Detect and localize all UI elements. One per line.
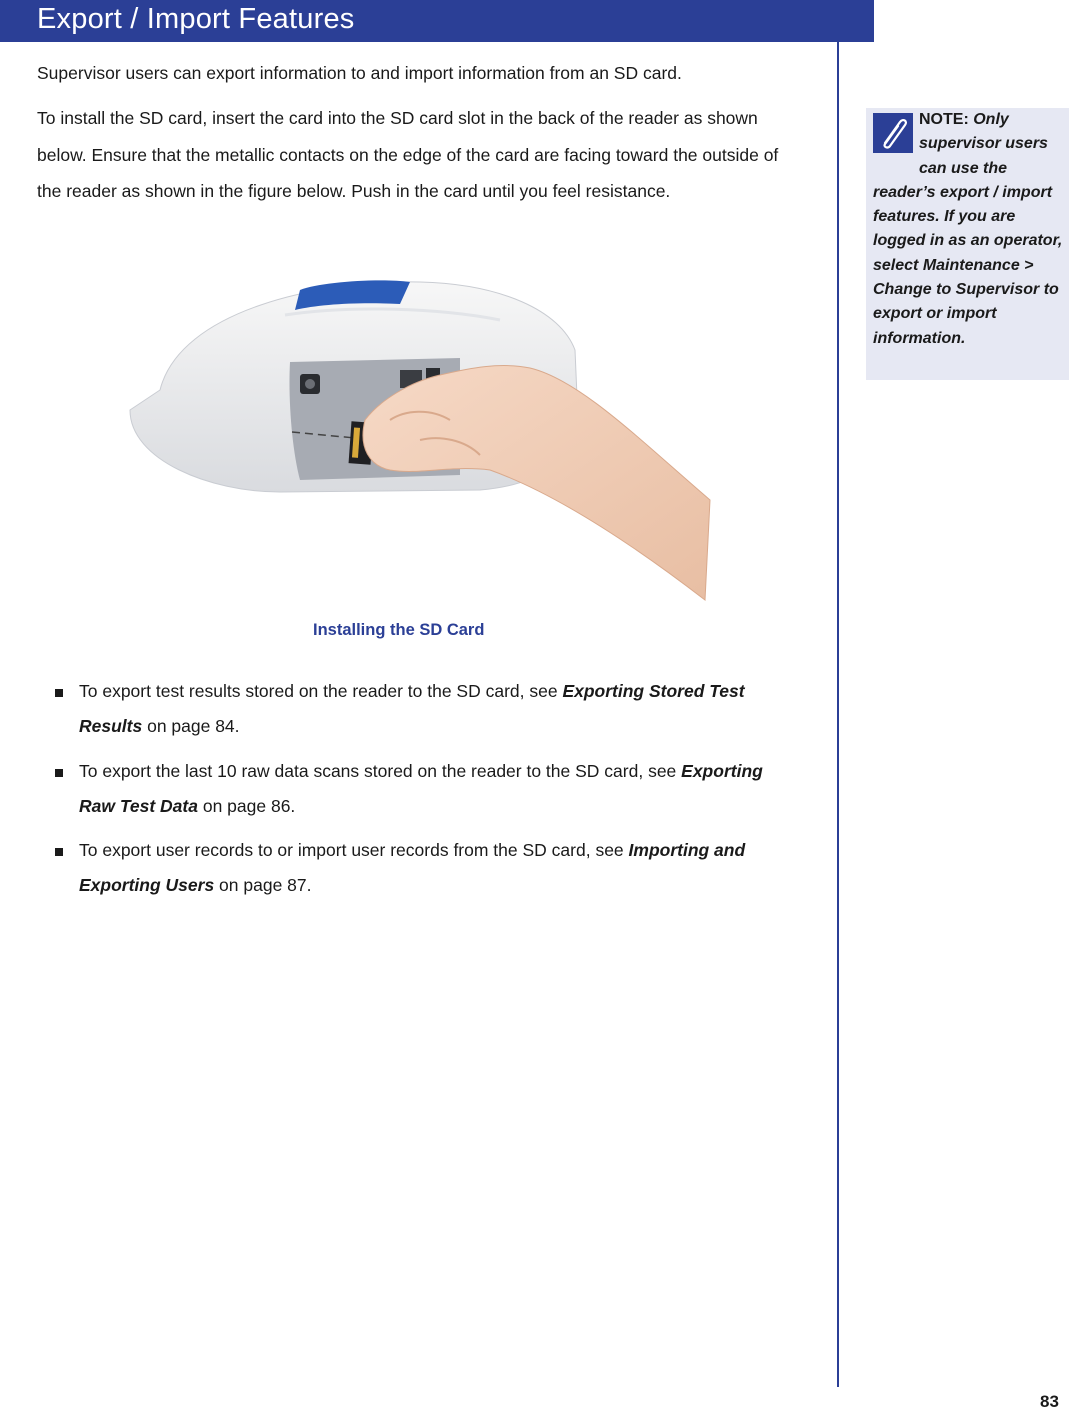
note-box — [866, 108, 1069, 380]
list-item: To export test results stored on the reader to the SD card, see Exporting Stored Test Results on page 84. — [79, 674, 799, 744]
bullet-icon — [55, 769, 63, 777]
install-paragraph: To install the SD card, insert the card into the SD card slot in the back of the reader as shown below. Ensure that the metallic contacts on the edge of the card are facing toward the outside of the reader as shown in the figure below. Push in the card until you feel resistance. — [37, 108, 779, 201]
bullet-icon — [55, 848, 63, 856]
bullet-icon — [55, 689, 63, 697]
cross-reference-link[interactable]: Exporting Stored Test Results — [79, 681, 745, 736]
header-bar — [0, 0, 874, 42]
cross-reference-link[interactable]: Importing and Exporting Users — [79, 840, 746, 895]
list-item: To export user records to or import user records from the SD card, see Importing and Exporting Users on page 87. — [79, 833, 799, 903]
note-label: NOTE: — [919, 111, 969, 128]
page-number: 83 — [1040, 1392, 1059, 1411]
page-title: Export / Import Features — [37, 3, 355, 35]
sd-card-reader-illustration — [120, 270, 720, 615]
list-item: To export the last 10 raw data scans stored on the reader to the SD card, see Exporting Raw Test Data on page 86. — [79, 754, 799, 824]
intro-paragraph: Supervisor users can export information to and import information from an SD card. — [37, 63, 682, 83]
note-text: NOTE: Only supervisor users can use the reader’s export / import features. If you are logged in as an operator, select Maintenance > Change to Supervisor to export or import information. — [873, 111, 1063, 347]
figure-caption: Installing the SD Card — [313, 621, 485, 639]
margin-rule — [837, 42, 839, 1387]
cross-reference-link[interactable]: Exporting Raw Test Data — [79, 761, 763, 816]
